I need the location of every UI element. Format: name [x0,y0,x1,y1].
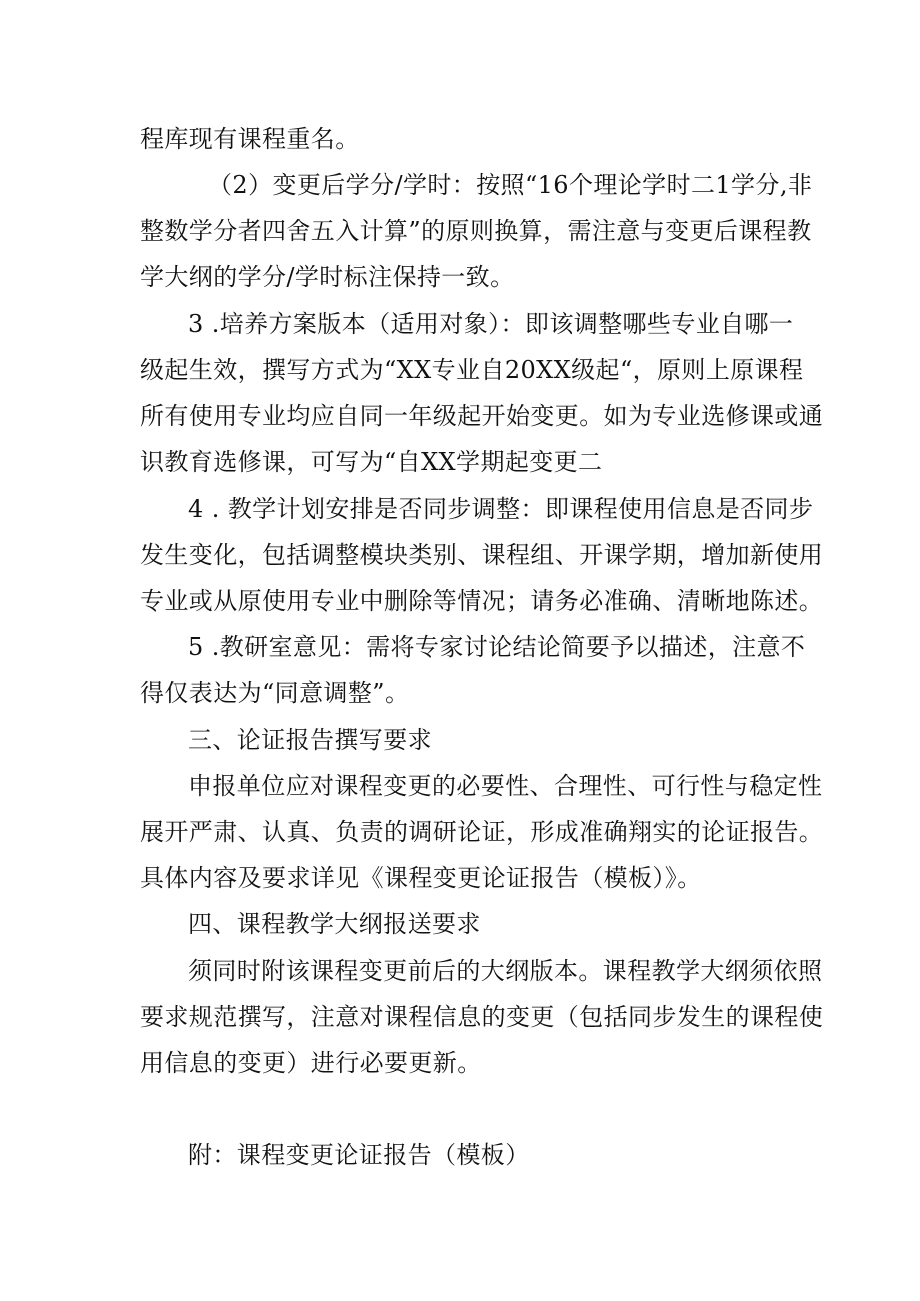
text-line: 5 .教研室意见：需将专家讨论结论简要予以描述，注意不 [188,633,806,661]
text-line: 3 .培养方案版本（适用对象）：即该调整哪些专业自哪一 [188,310,794,338]
text-line: 须同时附该课程变更前后的大纲版本。课程教学大纲须依照 [188,957,823,985]
attachment-line: 附：课程变更论证报告（模板） [188,1141,530,1169]
text-line: 程库现有课程重名。 [140,125,360,153]
text-line: 展开严肃、认真、负责的调研论证，形成准确翔实的论证报告。 [140,818,824,846]
text-line: 发生变化，包括调整模块类别、课程组、开课学期，增加新使用 [140,541,824,569]
text-line: 整数学分者四舍五入计算”的原则换算，需注意与变更后课程教 [140,217,812,245]
section-heading: 三、论证报告撰写要求 [188,726,432,754]
text-line: 级起生效，撰写方式为“XX专业自20XX级起“，原则上原课程 [140,356,804,384]
text-line: 得仅表达为“同意调整”。 [140,679,410,707]
text-line: 申报单位应对课程变更的必要性、合理性、可行性与稳定性 [188,772,823,800]
text-line: 识教育选修课，可写为“自XX学期起变更二 [140,448,603,476]
text-line: 4 . 教学计划安排是否同步调整：即课程使用信息是否同步 [188,495,814,523]
section-heading: 四、课程教学大纲报送要求 [188,910,481,938]
text-line: 专业或从原使用专业中删除等情况；请务必准确、清晰地陈述。 [140,587,824,615]
text-line: 具体内容及要求详见《课程变更论证报告（模板）》。 [140,864,702,892]
text-line: 用信息的变更）进行必要更新。 [140,1049,482,1077]
text-line: 要求规范撰写，注意对课程信息的变更（包括同步发生的课程使 [140,1003,824,1031]
text-line: 学大纲的学分/学时标注保持一致。 [140,263,515,291]
text-line: 所有使用专业均应自同一年级起开始变更。如为专业选修课或通 [140,402,824,430]
text-line: （2）变更后学分/学时：按照“16个理论学时二1学分,非 [208,171,813,199]
